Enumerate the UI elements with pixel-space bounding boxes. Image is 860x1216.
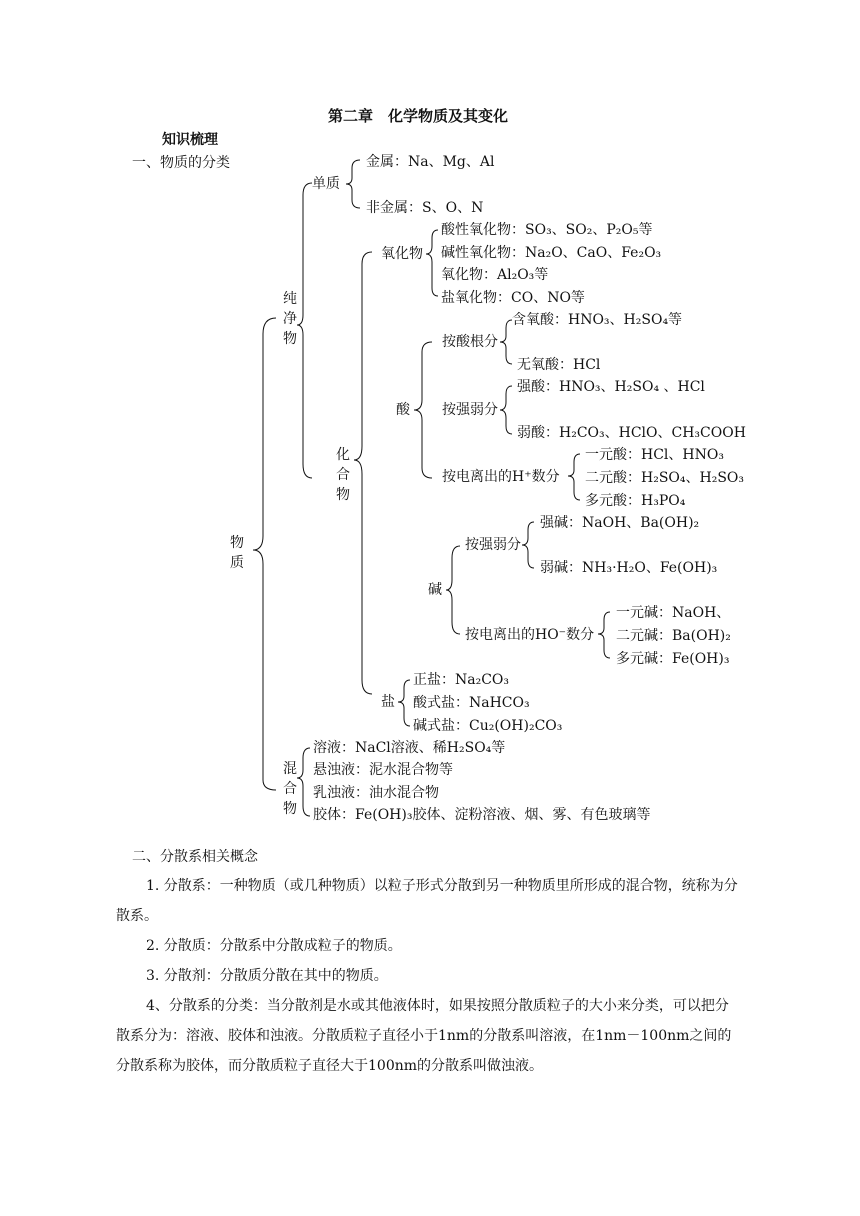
neutral-oxide-item: 盐氧化物：CO、NO等 [441,290,585,306]
paragraph-classification: 4、分散系的分类：当分散剂是水或其他液体时，如果按照分散质粒子的大小来分类，可以把分散系分为：溶液、胶体和浊液。分散质粒子直径小于1nm的分散系叫溶液，在1nm－100nm之间的分散系称为胶体，而分散质粒子直径大于100nm的分散系叫做浊液。 [116,998,732,1074]
acid-by-root-label: 按酸根分 [442,334,498,350]
base-by-strength-label: 按强弱分 [465,537,521,553]
base-by-oh-label: 按电离出的HO⁻数分 [465,627,595,643]
diprotic-acid-item: 二元酸：H₂SO₄、H₂SO₃ [585,470,745,486]
paragraph-dispersed-phase: 2. 分散质：分散系中分散成粒子的物质。 [146,938,402,954]
basic-oxide-item: 碱性氧化物：Na₂O、CaO、Fe₂O₃ [441,245,662,261]
weak-base-item: 弱碱：NH₃·H₂O、Fe(OH)₃ [540,560,718,576]
suspension-item: 悬浊液：泥水混合物等 [313,762,453,778]
amphoteric-oxide-item: 氧化物：Al₂O₃等 [441,267,549,283]
compound-label: 化合物 [336,447,350,503]
normal-salt-item: 正盐：Na₂CO₃ [413,672,510,688]
acidic-oxide-item: 酸性氧化物：SO₃、SO₂、P₂O₅等 [441,222,653,238]
pure-substance-label: 纯净物 [283,291,297,347]
diacidic-base-item: 二元碱：Ba(OH)₂ [616,628,731,644]
polyprotic-acid-item: 多元酸：H₃PO₄ [585,493,686,509]
section2-heading: 二、分散系相关概念 [132,849,258,865]
strong-base-item: 强碱：NaOH、Ba(OH)₂ [540,515,700,531]
salt-label: 盐 [381,694,395,710]
oxyacid-item: 含氧酸：HNO₃、H₂SO₄等 [512,312,683,328]
strong-acid-item: 强酸：HNO₃、H₂SO₄ 、HCl [517,379,705,395]
emulsion-item: 乳浊液：油水混合物 [313,785,439,801]
basic-salt-item: 碱式盐：Cu₂(OH)₂CO₃ [413,718,563,734]
monoprotic-acid-item: 一元酸：HCl、HNO₃ [585,447,724,463]
paragraph-dispersion-medium: 3. 分散剂：分散质分散在其中的物质。 [146,968,388,984]
section1-heading: 一、物质的分类 [132,155,230,171]
non-oxyacid-item: 无氧酸：HCl [517,357,601,373]
acid-by-strength-label: 按强弱分 [442,402,498,418]
solution-item: 溶液：NaCl溶液、稀H₂SO₄等 [313,740,506,756]
acid-by-h-label: 按电离出的H⁺数分 [442,469,560,485]
monoacidic-base-item: 一元碱：NaOH、 [616,605,731,621]
acid-salt-item: 酸式盐：NaHCO₃ [413,695,530,711]
element-label: 单质 [312,176,340,192]
page-title: 第二章 化学物质及其变化 [328,107,509,125]
mixture-label: 混合物 [283,761,297,817]
colloid-item: 胶体：Fe(OH)₃胶体、淀粉溶液、烟、雾、有色玻璃等 [313,807,651,823]
acid-label: 酸 [396,402,410,418]
summary-heading: 知识梳理 [162,132,218,148]
oxide-label: 氧化物 [381,246,423,262]
polyacidic-base-item: 多元碱：Fe(OH)₃ [616,651,730,667]
base-label: 碱 [428,582,442,598]
metal-item: 金属：Na、Mg、Al [366,154,495,170]
paragraph-dispersion-system: 1. 分散系：一种物质（或几种物质）以粒子形式分散到另一种物质里所形成的混合物，统称为分散系。 [116,878,738,924]
weak-acid-item: 弱酸：H₂CO₃、HClO、CH₃COOH [517,425,746,441]
root-label-matter: 物质 [230,535,244,571]
nonmetal-item: 非金属：S、O、N [366,200,484,216]
